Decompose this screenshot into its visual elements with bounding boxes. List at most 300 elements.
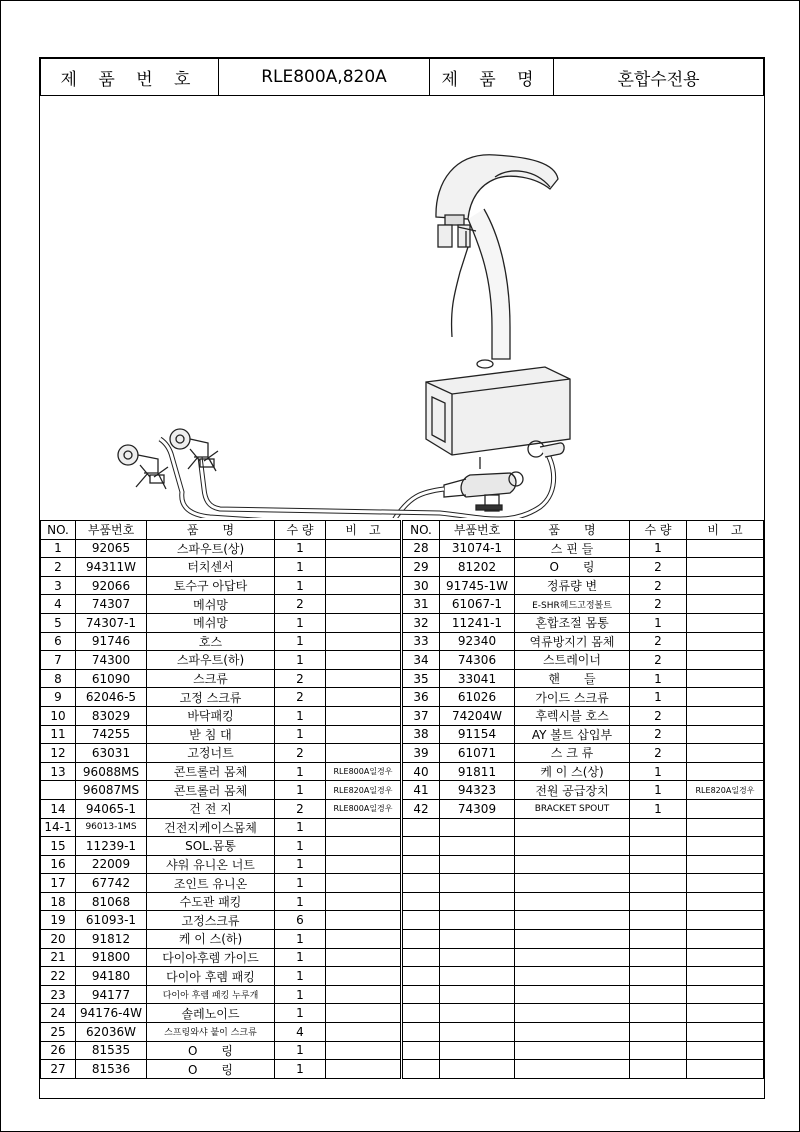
col-qty: 수 량 xyxy=(275,521,326,540)
cell-note xyxy=(687,818,764,837)
table-row xyxy=(41,948,401,967)
cell-no xyxy=(403,874,440,893)
cell-code: 81536 xyxy=(76,1060,147,1079)
cell-no: 36 xyxy=(403,688,440,707)
cell-name: 다이아 후렘 패킹 누루개 xyxy=(147,985,275,1004)
cell-name: 건전지케이스몸체 xyxy=(147,818,275,837)
cell-qty: 1 xyxy=(275,874,326,893)
table-row xyxy=(403,651,764,670)
cell-qty: 1 xyxy=(275,985,326,1004)
cell-name xyxy=(515,911,630,930)
parts-table-header xyxy=(41,521,401,540)
cell-code xyxy=(440,1060,515,1079)
cell-code xyxy=(440,892,515,911)
cell-code: 74307-1 xyxy=(76,613,147,632)
cell-qty xyxy=(630,1041,687,1060)
cell-name: 역류방지기 몸체 xyxy=(515,632,630,651)
table-row xyxy=(403,632,764,651)
cell-name: AY 볼트 삽입부 xyxy=(515,725,630,744)
cell-note xyxy=(326,613,401,632)
cell-qty: 1 xyxy=(630,781,687,800)
cell-note xyxy=(687,688,764,707)
cell-name: 스파우트(상) xyxy=(147,539,275,558)
cell-code xyxy=(440,818,515,837)
cell-no: 32 xyxy=(403,613,440,632)
cell-note xyxy=(687,799,764,818)
cell-qty: 1 xyxy=(275,576,326,595)
table-row xyxy=(41,967,401,986)
cell-qty: 2 xyxy=(630,576,687,595)
cell-no: 4 xyxy=(41,595,76,614)
table-row xyxy=(41,688,401,707)
table-row xyxy=(403,613,764,632)
cell-no xyxy=(403,892,440,911)
cell-name: 고정스크류 xyxy=(147,911,275,930)
cell-code: 91745-1W xyxy=(440,576,515,595)
cell-no xyxy=(41,781,76,800)
empty-row xyxy=(403,1041,764,1060)
cell-qty: 1 xyxy=(275,762,326,781)
table-row xyxy=(41,855,401,874)
empty-row xyxy=(403,985,764,1004)
product-name-label: 제 품 명 xyxy=(430,59,554,96)
cell-code: 92065 xyxy=(76,539,147,558)
faucet-assembly-drawing xyxy=(40,97,764,518)
cell-no: 29 xyxy=(403,558,440,577)
cell-name: BRACKET SPOUT xyxy=(515,799,630,818)
cell-code: 92340 xyxy=(440,632,515,651)
cell-qty: 2 xyxy=(275,595,326,614)
cell-qty: 1 xyxy=(275,613,326,632)
table-row xyxy=(41,1023,401,1042)
cell-code: 91811 xyxy=(440,762,515,781)
cell-name xyxy=(515,818,630,837)
cell-name: 케 이 스(하) xyxy=(147,930,275,949)
cell-name xyxy=(515,967,630,986)
table-row xyxy=(403,688,764,707)
cell-code: 94177 xyxy=(76,985,147,1004)
cell-name: 수도관 패킹 xyxy=(147,892,275,911)
cell-name: 스 핀 들 xyxy=(515,539,630,558)
cell-name: 콘트롤러 몸체 xyxy=(147,781,275,800)
cell-code xyxy=(440,874,515,893)
cell-qty: 1 xyxy=(275,837,326,856)
cell-code: 11241-1 xyxy=(440,613,515,632)
cell-no: 33 xyxy=(403,632,440,651)
cell-note xyxy=(687,948,764,967)
cell-code: 94323 xyxy=(440,781,515,800)
table-row xyxy=(41,576,401,595)
cell-qty: 2 xyxy=(275,669,326,688)
cell-name: 토수구 아답타 xyxy=(147,576,275,595)
cell-code: 74309 xyxy=(440,799,515,818)
cell-no xyxy=(403,967,440,986)
cell-no: 31 xyxy=(403,595,440,614)
table-row xyxy=(41,539,401,558)
cell-note xyxy=(687,558,764,577)
cell-no: 40 xyxy=(403,762,440,781)
cell-qty xyxy=(630,874,687,893)
cell-note xyxy=(687,539,764,558)
cell-note xyxy=(326,874,401,893)
cell-note xyxy=(326,855,401,874)
table-row xyxy=(41,911,401,930)
cell-no: 14 xyxy=(41,799,76,818)
cell-name: 스 크 류 xyxy=(515,744,630,763)
cell-name xyxy=(515,985,630,1004)
col-name: 품 명 xyxy=(515,521,630,540)
cell-code: 61093-1 xyxy=(76,911,147,930)
cell-no xyxy=(403,911,440,930)
cell-code: 91800 xyxy=(76,948,147,967)
cell-note xyxy=(326,1041,401,1060)
cell-code xyxy=(440,911,515,930)
cell-note xyxy=(687,595,764,614)
cell-name: 메쉬망 xyxy=(147,595,275,614)
cell-note xyxy=(326,948,401,967)
cell-no: 28 xyxy=(403,539,440,558)
cell-note xyxy=(687,892,764,911)
cell-code: 61090 xyxy=(76,669,147,688)
cell-name: 고정너트 xyxy=(147,744,275,763)
table-row xyxy=(403,725,764,744)
cell-no: 19 xyxy=(41,911,76,930)
col-part-number: 부품번호 xyxy=(76,521,147,540)
table-row xyxy=(41,706,401,725)
cell-note xyxy=(326,558,401,577)
cell-note xyxy=(326,1060,401,1079)
table-row xyxy=(41,632,401,651)
empty-row xyxy=(403,837,764,856)
cell-code: 62046-5 xyxy=(76,688,147,707)
cell-name: O 링 xyxy=(515,558,630,577)
cell-name xyxy=(515,1004,630,1023)
cell-code: 81535 xyxy=(76,1041,147,1060)
cell-note xyxy=(687,725,764,744)
cell-no: 42 xyxy=(403,799,440,818)
cell-code: 81068 xyxy=(76,892,147,911)
cell-name: 케 이 스(상) xyxy=(515,762,630,781)
cell-note xyxy=(687,744,764,763)
cell-qty: 1 xyxy=(275,930,326,949)
table-row xyxy=(41,799,401,818)
cell-no: 2 xyxy=(41,558,76,577)
cell-name xyxy=(515,1023,630,1042)
table-row xyxy=(41,985,401,1004)
cell-name: 고정 스크류 xyxy=(147,688,275,707)
empty-row xyxy=(403,930,764,949)
empty-row xyxy=(403,892,764,911)
cell-qty: 4 xyxy=(275,1023,326,1042)
table-row xyxy=(41,818,401,837)
cell-name xyxy=(515,1041,630,1060)
table-row xyxy=(41,1004,401,1023)
cell-note xyxy=(326,985,401,1004)
cell-note xyxy=(687,1004,764,1023)
cell-name: 호스 xyxy=(147,632,275,651)
empty-row xyxy=(403,855,764,874)
cell-qty xyxy=(630,818,687,837)
table-row xyxy=(41,762,401,781)
cell-qty: 1 xyxy=(275,948,326,967)
cell-qty: 1 xyxy=(275,781,326,800)
cell-name xyxy=(515,948,630,967)
cell-name: 핸 들 xyxy=(515,669,630,688)
cell-qty: 2 xyxy=(630,558,687,577)
cell-qty: 2 xyxy=(275,799,326,818)
table-row xyxy=(41,930,401,949)
parts-table-header xyxy=(403,521,764,540)
cell-no: 1 xyxy=(41,539,76,558)
cell-code: 96087MS xyxy=(76,781,147,800)
cell-code: 96088MS xyxy=(76,762,147,781)
table-row xyxy=(41,874,401,893)
cell-code: 81202 xyxy=(440,558,515,577)
cell-no: 8 xyxy=(41,669,76,688)
cell-code: 33041 xyxy=(440,669,515,688)
cell-qty xyxy=(630,985,687,1004)
cell-name: 샤워 유니온 너트 xyxy=(147,855,275,874)
cell-qty xyxy=(630,948,687,967)
cell-name: 정류량 변 xyxy=(515,576,630,595)
cell-no: 15 xyxy=(41,837,76,856)
col-remarks: 비 고 xyxy=(326,521,401,540)
cell-no: 22 xyxy=(41,967,76,986)
cell-qty: 1 xyxy=(275,632,326,651)
cell-code: 22009 xyxy=(76,855,147,874)
cell-name: 콘트롤러 몸체 xyxy=(147,762,275,781)
cell-no: 23 xyxy=(41,985,76,1004)
cell-no: 20 xyxy=(41,930,76,949)
col-no: NO. xyxy=(403,521,440,540)
cell-note xyxy=(687,706,764,725)
cell-qty xyxy=(630,930,687,949)
cell-no xyxy=(403,985,440,1004)
cell-code: 94180 xyxy=(76,967,147,986)
cell-code xyxy=(440,985,515,1004)
cell-name: 스프링와샤 붙이 스크류 xyxy=(147,1023,275,1042)
cell-note xyxy=(326,632,401,651)
cell-no: 7 xyxy=(41,651,76,670)
cell-note xyxy=(326,911,401,930)
cell-note xyxy=(687,669,764,688)
table-row xyxy=(403,781,764,800)
cell-code: 63031 xyxy=(76,744,147,763)
cell-no: 16 xyxy=(41,855,76,874)
cell-name: 건 전 지 xyxy=(147,799,275,818)
cell-code xyxy=(440,1023,515,1042)
table-row xyxy=(41,744,401,763)
cell-qty xyxy=(630,967,687,986)
empty-row xyxy=(403,967,764,986)
cell-qty: 2 xyxy=(630,725,687,744)
cell-no: 3 xyxy=(41,576,76,595)
cell-qty xyxy=(630,1004,687,1023)
cell-no: 17 xyxy=(41,874,76,893)
cell-name: E-SHR헤드고정볼트 xyxy=(515,595,630,614)
cell-qty: 1 xyxy=(275,1060,326,1079)
cell-note xyxy=(326,1023,401,1042)
cell-note xyxy=(326,930,401,949)
cell-note xyxy=(687,613,764,632)
cell-qty: 1 xyxy=(630,539,687,558)
cell-note: RLE800A일경우 xyxy=(326,762,401,781)
cell-code: 94065-1 xyxy=(76,799,147,818)
angle-valve-right xyxy=(170,429,218,471)
cell-qty: 1 xyxy=(275,855,326,874)
table-row xyxy=(41,651,401,670)
cell-qty xyxy=(630,911,687,930)
table-row xyxy=(403,762,764,781)
cell-no: 27 xyxy=(41,1060,76,1079)
cell-code: 91746 xyxy=(76,632,147,651)
cell-no xyxy=(403,1060,440,1079)
cell-note xyxy=(326,818,401,837)
cell-code: 94311W xyxy=(76,558,147,577)
cell-code xyxy=(440,1041,515,1060)
cell-code: 91812 xyxy=(76,930,147,949)
cell-no xyxy=(403,948,440,967)
table-row xyxy=(403,539,764,558)
cell-name: 스파우트(하) xyxy=(147,651,275,670)
cell-no: 10 xyxy=(41,706,76,725)
cell-note xyxy=(326,688,401,707)
cell-no xyxy=(403,930,440,949)
cell-qty: 1 xyxy=(275,1004,326,1023)
spout-head xyxy=(436,155,558,219)
cell-note xyxy=(326,576,401,595)
cell-code: 61067-1 xyxy=(440,595,515,614)
cell-name xyxy=(515,837,630,856)
cell-code: 91154 xyxy=(440,725,515,744)
cell-no xyxy=(403,818,440,837)
cell-qty: 1 xyxy=(275,1041,326,1060)
table-row xyxy=(41,613,401,632)
cell-note xyxy=(687,874,764,893)
cell-note xyxy=(326,651,401,670)
cell-name xyxy=(515,874,630,893)
cell-name: SOL.몸통 xyxy=(147,837,275,856)
cell-name: O 링 xyxy=(147,1041,275,1060)
table-row xyxy=(41,892,401,911)
cell-no xyxy=(403,855,440,874)
cell-no: 25 xyxy=(41,1023,76,1042)
cell-code xyxy=(440,930,515,949)
cell-no xyxy=(403,1041,440,1060)
spout-body xyxy=(468,209,510,359)
table-row xyxy=(41,837,401,856)
cell-name: 다이아 후렘 패킹 xyxy=(147,967,275,986)
cell-name: 솔레노이드 xyxy=(147,1004,275,1023)
cell-note xyxy=(326,837,401,856)
cell-note xyxy=(687,762,764,781)
cell-code: 96013-1MS xyxy=(76,818,147,837)
cell-qty: 1 xyxy=(275,539,326,558)
cell-code: 62036W xyxy=(76,1023,147,1042)
title-block xyxy=(40,58,764,96)
cell-name: 메쉬망 xyxy=(147,613,275,632)
controller-box xyxy=(426,367,570,455)
col-remarks: 비 고 xyxy=(687,521,764,540)
mixing-valve xyxy=(461,457,516,497)
empty-row xyxy=(403,818,764,837)
cell-code xyxy=(440,948,515,967)
table-row xyxy=(403,706,764,725)
angle-valve-left xyxy=(118,445,168,489)
part-no-label: 제 품 번 호 xyxy=(41,59,219,96)
cell-code xyxy=(440,837,515,856)
cell-note: RLE820A일경우 xyxy=(687,781,764,800)
empty-row xyxy=(403,911,764,930)
cell-no: 6 xyxy=(41,632,76,651)
cell-note xyxy=(326,892,401,911)
cell-name: 스트레이너 xyxy=(515,651,630,670)
cell-name: 다이아후렘 가이드 xyxy=(147,948,275,967)
cell-no: 18 xyxy=(41,892,76,911)
cell-note xyxy=(687,576,764,595)
cell-qty: 1 xyxy=(630,762,687,781)
cell-code: 74307 xyxy=(76,595,147,614)
cell-no: 35 xyxy=(403,669,440,688)
empty-row xyxy=(403,1004,764,1023)
table-row xyxy=(403,595,764,614)
cell-code: 67742 xyxy=(76,874,147,893)
cell-qty: 1 xyxy=(275,892,326,911)
cell-no: 30 xyxy=(403,576,440,595)
cell-no: 39 xyxy=(403,744,440,763)
cell-qty: 2 xyxy=(630,651,687,670)
cell-note xyxy=(326,1004,401,1023)
cell-note xyxy=(326,744,401,763)
col-part-number: 부품번호 xyxy=(440,521,515,540)
cell-name: 바닥패킹 xyxy=(147,706,275,725)
table-row xyxy=(403,799,764,818)
cell-name: 조인트 유니온 xyxy=(147,874,275,893)
cell-note xyxy=(687,837,764,856)
cell-code xyxy=(440,1004,515,1023)
cell-note xyxy=(326,706,401,725)
cell-note xyxy=(687,1023,764,1042)
cell-no xyxy=(403,1004,440,1023)
table-row xyxy=(41,1060,401,1079)
table-row xyxy=(41,1041,401,1060)
cell-name xyxy=(515,930,630,949)
cell-name: 받 침 대 xyxy=(147,725,275,744)
cell-no: 21 xyxy=(41,948,76,967)
cell-qty: 2 xyxy=(275,744,326,763)
cell-qty: 1 xyxy=(630,799,687,818)
cell-no: 11 xyxy=(41,725,76,744)
cell-no: 34 xyxy=(403,651,440,670)
cell-qty: 1 xyxy=(630,669,687,688)
col-name: 품 명 xyxy=(147,521,275,540)
cell-note xyxy=(326,595,401,614)
cell-note xyxy=(687,930,764,949)
cell-note: RLE820A일경우 xyxy=(326,781,401,800)
cell-qty: 1 xyxy=(275,558,326,577)
cell-code: 74204W xyxy=(440,706,515,725)
cell-code: 31074-1 xyxy=(440,539,515,558)
cell-code xyxy=(440,967,515,986)
col-no: NO. xyxy=(41,521,76,540)
cell-qty xyxy=(630,1060,687,1079)
cell-qty: 2 xyxy=(630,595,687,614)
cell-note xyxy=(687,1060,764,1079)
cell-name: 전원 공급장치 xyxy=(515,781,630,800)
cell-no: 24 xyxy=(41,1004,76,1023)
cell-name: 가이드 스크류 xyxy=(515,688,630,707)
cell-no: 5 xyxy=(41,613,76,632)
